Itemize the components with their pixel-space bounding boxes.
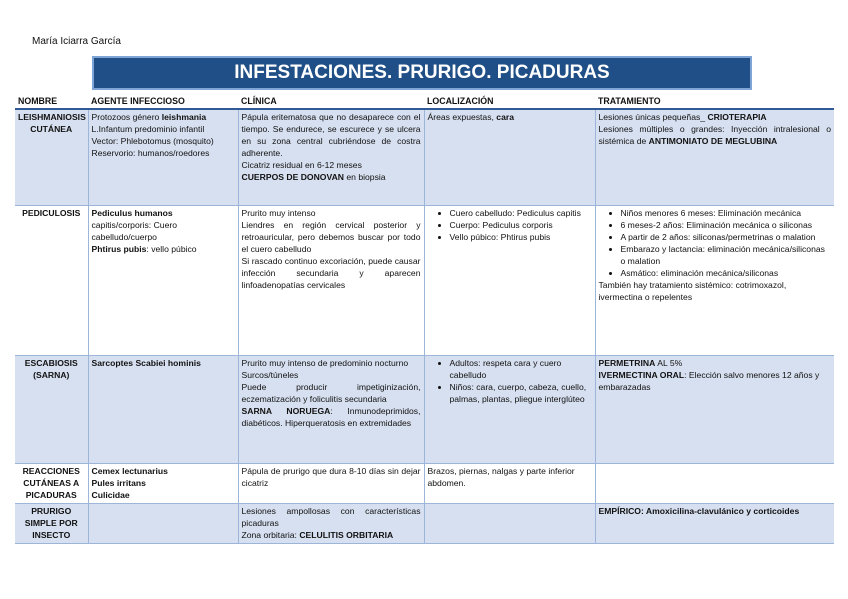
- agent-highlight: Phtirus pubis: [91, 243, 147, 254]
- clinic-text: Si rascado continuo excoriación, puede causar infección secundaria y aparecen linfoadenopatías cervicales: [241, 255, 421, 290]
- table-row: [15, 109, 834, 205]
- treatment-cell: [595, 205, 834, 355]
- clinic-text: : Inmunodeprimidos, diabéticos. Hiperqueratosis en extremidades: [241, 405, 421, 428]
- list-item: • Asmático: eliminación mecánica/siliconas: [621, 267, 832, 279]
- row-name: ESCABIOSIS (SARNA): [15, 355, 88, 463]
- header-treatment: TRATAMIENTO: [595, 94, 834, 109]
- clinic-highlight: CUERPOS DE DONOVAN: [241, 172, 344, 182]
- agent-text: Vector: Phlebotomus (mosquito): [91, 136, 214, 146]
- row-name: PRURIGO SIMPLE POR INSECTO: [15, 503, 88, 543]
- treatment-highlight: EMPÍRICO: [598, 505, 641, 516]
- list-item: • Niños: cara, cuerpo, cabeza, cuello, palmas, plantas, pliegue interglúteo: [450, 381, 592, 405]
- agent-text: L.Infantum predominio infantil: [91, 124, 205, 134]
- clinic-text: en biopsia: [344, 172, 386, 182]
- table-row: [15, 463, 834, 503]
- treatment-highlight: PERMETRINA: [598, 357, 656, 368]
- clinic-text: Prurito muy intenso: [241, 207, 316, 218]
- agent-cell: [88, 205, 238, 355]
- treatment-text: Lesiones múltiples o grandes: Inyección intralesional o sistémica de: [598, 124, 831, 146]
- document-title: INFESTACIONES. PRURIGO. PICADURAS: [92, 56, 752, 90]
- treatment-cell: [595, 503, 834, 543]
- agent-cell: [88, 355, 238, 463]
- header-agent: AGENTE INFECCIOSO: [88, 94, 238, 109]
- clinic-highlight: CELULITIS ORBITARIA: [299, 529, 394, 540]
- agent-cell: [88, 463, 238, 503]
- location-highlight: cara: [496, 112, 514, 122]
- location-text: Brazos, piernas, nalgas y parte inferior abdomen.: [427, 465, 575, 488]
- list-item: • Vello púbico: Phtirus pubis: [450, 231, 592, 243]
- table-row: [15, 205, 834, 355]
- clinic-text: Puede producir impetiginización, eczematización y foliculitis secundaria: [241, 381, 421, 404]
- clinic-text: Lesiones ampollosas con características picaduras: [241, 505, 421, 528]
- list-item: • Adultos: respeta cara y cuero cabelludo: [450, 357, 592, 381]
- list-item: • 6 meses-2 años: Eliminación mecánica o siliconas: [621, 219, 832, 231]
- author-name: María Iciarra García: [32, 36, 121, 47]
- row-name: REACCIONES CUTÁNEAS A PICADURAS: [15, 463, 88, 503]
- clinic-text: Cicatriz residual en 6-12 meses: [241, 160, 362, 170]
- treatment-highlight: CRIOTERAPIA: [707, 112, 767, 122]
- clinic-text: Surcos/túneles: [241, 369, 299, 380]
- agent-highlight: Cemex lectunarius: [91, 465, 168, 476]
- agent-text: Reservorio: humanos/roedores: [91, 148, 210, 158]
- clinic-text: Liendres en región cervical posterior y retroauricular, pero debemos buscar por todo el cuero cabelludo: [241, 219, 421, 254]
- clinic-text: Prurito muy intenso de predominio nocturno: [241, 357, 409, 368]
- list-item: • Niños menores 6 meses: Eliminación mecánica: [621, 207, 832, 219]
- header-name: NOMBRE: [15, 94, 88, 109]
- list-item: • Cuerpo: Pediculus corporis: [450, 219, 592, 231]
- clinic-text: Zona orbitaria:: [241, 529, 300, 540]
- agent-highlight: Pediculus humanos: [91, 207, 173, 218]
- clinic-cell: [238, 463, 424, 503]
- agent-cell: [88, 109, 238, 205]
- agent-text: capitis/corporis: Cuero cabelludo/cuerpo: [91, 219, 177, 242]
- clinic-cell: [238, 205, 424, 355]
- agent-highlight: Pules irritans: [91, 477, 146, 488]
- agent-text: Protozoos género: [91, 112, 162, 122]
- clinic-text: Pápula eritematosa que no desaparece con el tiempo. Se endurece, se escurece y se ulcera en su zona central cubriéndose de costra adherente.: [241, 112, 421, 158]
- agent-highlight: Sarcoptes Scabiei hominis: [91, 357, 201, 368]
- list-item: • A partir de 2 años: siliconas/permetrinas o malation: [621, 231, 832, 243]
- clinic-cell: [238, 503, 424, 543]
- treatment-highlight: : Amoxicilina-clavulánico y corticoides: [641, 505, 800, 516]
- agent-cell: [88, 503, 238, 543]
- table-row: [15, 503, 834, 543]
- agent-highlight: Culicidae: [91, 489, 130, 500]
- treatment-cell: [595, 355, 834, 463]
- clinic-highlight: SARNA NORUEGA: [241, 405, 331, 416]
- location-text: Áreas expuestas,: [427, 112, 497, 122]
- treatment-text: : Elección salvo menores 12 años y embarazadas: [598, 369, 820, 392]
- location-cell: [424, 109, 595, 205]
- list-item: • Embarazo y lactancia: eliminación mecánica/siliconas o malation: [621, 243, 832, 267]
- header-location: LOCALIZACIÓN: [424, 94, 595, 109]
- clinic-cell: [238, 355, 424, 463]
- location-cell: [424, 355, 595, 463]
- header-row: [15, 94, 834, 109]
- location-list: [428, 207, 592, 243]
- treatment-text: También hay tratamiento sistémico: cotrimoxazol, ivermectina o repelentes: [598, 279, 787, 302]
- list-item: • Cuero cabelludo: Pediculus capitis: [450, 207, 592, 219]
- row-name: PEDICULOSIS: [15, 205, 88, 355]
- treatment-cell: [595, 463, 834, 503]
- agent-text: : vello púbico: [146, 243, 197, 254]
- clinic-text: Pápula de prurigo que dura 8-10 días sin dejar cicatriz: [241, 465, 421, 488]
- treatment-text: AL 5%: [655, 357, 683, 368]
- clinic-cell: [238, 109, 424, 205]
- row-name: LEISHMANIOSIS CUTÁNEA: [15, 109, 88, 205]
- treatment-cell: [595, 109, 834, 205]
- treatment-text: Lesiones únicas pequeñas_: [598, 112, 708, 122]
- location-cell: [424, 463, 595, 503]
- treatment-highlight: IVERMECTINA ORAL: [598, 369, 685, 380]
- location-list: [428, 357, 592, 405]
- location-cell: [424, 205, 595, 355]
- location-cell: [424, 503, 595, 543]
- treatment-list: [599, 207, 832, 279]
- table-row: [15, 355, 834, 463]
- infestations-table: [15, 94, 834, 544]
- treatment-highlight: ANTIMONIATO DE MEGLUBINA: [648, 136, 778, 146]
- agent-genus: leishmania: [161, 112, 207, 122]
- header-clinic: CLÍNICA: [238, 94, 424, 109]
